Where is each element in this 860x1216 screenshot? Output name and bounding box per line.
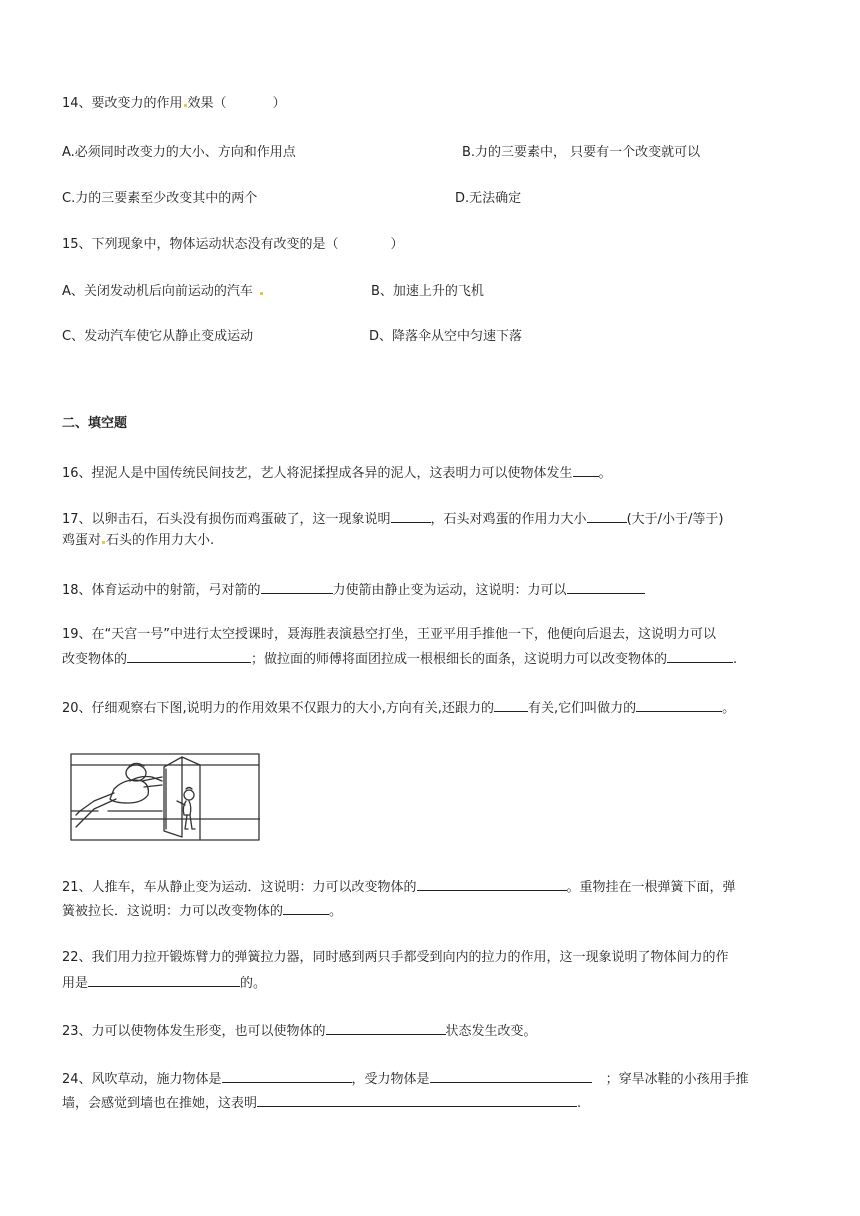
highlight-dot bbox=[260, 292, 263, 295]
q15-option-c[interactable]: C、发动汽车使它从静止变成运动 bbox=[62, 329, 254, 344]
highlight-dot bbox=[184, 104, 187, 107]
q14-option-a[interactable]: A.必须同时改变力的大小、方向和作用点 bbox=[62, 145, 296, 160]
q15-option-d[interactable]: D、降落伞从空中匀速下落 bbox=[369, 329, 523, 344]
question-20: 20、仔细观察右下图,说明力的作用效果不仅跟力的大小,方向有关,还跟力的 有关,它们叫做力的 。 bbox=[62, 697, 735, 719]
door-push-illustration-svg bbox=[70, 753, 260, 841]
question-21-line-1: 21、人推车，车从静止变为运动．这说明：力可以改变物体的 。重物挂在一根弹簧下面，弹 bbox=[62, 876, 736, 898]
question-17-line-1: 17、以卵击石，石头没有损伤而鸡蛋破了，这一现象说明 ，石头对鸡蛋的作用力大小 (大于/小于/等于) bbox=[62, 508, 723, 530]
answer-blank[interactable] bbox=[587, 508, 627, 523]
answer-blank[interactable] bbox=[417, 876, 567, 891]
question-18: 18、体育运动中的射箭，弓对箭的 力使箭由静止变为运动，这说明：力可以 bbox=[62, 579, 645, 601]
answer-blank[interactable] bbox=[127, 648, 251, 663]
question-17-line-2: 鸡蛋对 石头的作用力大小. bbox=[62, 533, 215, 548]
question-14-stem: 14、要改变力的作用 效果（ ） bbox=[62, 96, 286, 111]
question-15-stem: 15、下列现象中，物体运动状态没有改变的是（ ） bbox=[62, 237, 404, 252]
answer-blank[interactable] bbox=[326, 1020, 446, 1035]
door-push-illustration bbox=[70, 753, 260, 841]
answer-blank[interactable] bbox=[391, 508, 431, 523]
answer-blank[interactable] bbox=[283, 900, 329, 915]
question-22-line-2: 用是 的。 bbox=[62, 972, 266, 994]
answer-blank[interactable] bbox=[667, 648, 733, 663]
question-24-line-1: 24、风吹草动，施力物体是 ，受力物体是 ；穿旱冰鞋的小孩用手推 bbox=[62, 1068, 749, 1090]
q14-option-b[interactable]: B.力的三要素中， 只要有一个改变就可以 bbox=[462, 145, 701, 160]
answer-blank[interactable] bbox=[222, 1068, 352, 1083]
answer-blank[interactable] bbox=[88, 972, 240, 987]
q15-option-b[interactable]: B、加速上升的飞机 bbox=[371, 284, 484, 299]
answer-blank[interactable] bbox=[257, 1092, 577, 1107]
question-16: 16、捏泥人是中国传统民间技艺，艺人将泥揉捏成各异的泥人，这表明力可以使物体发生 。 bbox=[62, 462, 612, 484]
answer-blank[interactable] bbox=[494, 697, 528, 712]
answer-blank[interactable] bbox=[261, 579, 333, 594]
question-19-line-1: 19、在“天宫一号”中进行太空授课时，聂海胜表演悬空打坐，王亚平用手推他一下，他便向后退去，这说明力可以 bbox=[62, 627, 717, 642]
q14-option-d[interactable]: D.无法确定 bbox=[455, 191, 522, 206]
section-title: 二、填空题 bbox=[62, 416, 128, 431]
answer-blank[interactable] bbox=[430, 1068, 592, 1083]
question-23: 23、力可以使物体发生形变，也可以使物体的 状态发生改变。 bbox=[62, 1020, 537, 1042]
highlight-dot bbox=[102, 541, 105, 544]
answer-blank[interactable] bbox=[567, 579, 645, 594]
q14-option-c[interactable]: C.力的三要素至少改变其中的两个 bbox=[62, 191, 258, 206]
answer-blank[interactable] bbox=[636, 697, 722, 712]
question-22-line-1: 22、我们用力拉开锻炼臂力的弹簧拉力器，同时感到两只手都受到向内的拉力的作用，这一现象说明了物体间力的作 bbox=[62, 950, 729, 965]
question-19-line-2: 改变物体的 ；做拉面的师傅将面团拉成一根根细长的面条，这说明力可以改变物体的 . bbox=[62, 648, 737, 670]
question-21-line-2: 簧被拉长．这说明：力可以改变物体的 。 bbox=[62, 900, 342, 922]
answer-blank[interactable] bbox=[573, 462, 599, 477]
q15-option-a[interactable]: A、关闭发动机后向前运动的汽车 bbox=[62, 282, 264, 302]
question-24-line-2: 墙，会感觉到墙也在推她，这表明 . bbox=[62, 1092, 581, 1114]
